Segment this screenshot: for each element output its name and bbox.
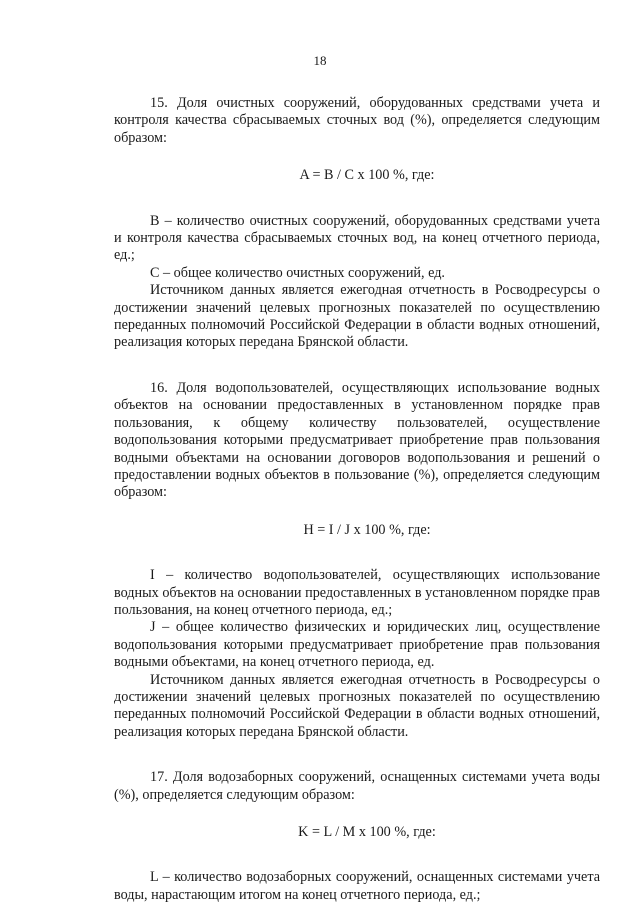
definition-c: C – общее количество очистных сооружений, ед. bbox=[150, 264, 445, 281]
definition-i: I – количество водопользователей, осуществляющих использование водных объектов на основании предоставленных в установленном порядке прав пользования, на конец отчетного периода, ед.; bbox=[114, 567, 600, 618]
definition-b: B – количество очистных сооружений, оборудованных средствами учета и контроля качества сбрасываемых сточных вод, на конец отчетного периода, ед.; bbox=[114, 212, 600, 264]
source-note-15: Источником данных является ежегодная отчетность в Росводресурсы о достижении значений целевых прогнозных показателей по осуществлению переданных полномочий Российской Федерации в области водных отношений, реализация которых передана Брянской области. bbox=[114, 282, 600, 351]
formula-16: H = I / J x 100 %, где: bbox=[303, 521, 431, 538]
section-16-intro: 16. Доля водопользователей, осуществляющих использование водных объектов на основании предоставленных в установленном порядке прав пользования, к общему количеству пользователей, осуществление водопользования которыми предусматривает приобретение прав пользования водными объектами на основании договоров водопользования и решений о предоставлении водных объектов в пользование (%), определяется следующим образом: bbox=[114, 379, 600, 501]
document-body bbox=[114, 95, 600, 904]
definition-j: J – общее количество физических и юридических лиц, осуществление водопользования которыми предусматривает приобретение прав пользования водными объектами, на конец отчетного периода, ед. bbox=[114, 619, 600, 671]
section-17-intro: 17. Доля водозаборных сооружений, оснащенных системами учета воды (%), определяется следующим образом: bbox=[114, 769, 600, 803]
definition-l: L – количество водозаборных сооружений, оснащенных системами учета воды, нарастающим итогом на конец отчетного периода, ед.; bbox=[114, 869, 600, 903]
section-15-intro: 15. Доля очистных сооружений, оборудованных средствами учета и контроля качества сбрасываемых сточных вод (%), определяется следующим образом: bbox=[114, 95, 600, 146]
source-note-16: Источником данных является ежегодная отчетность в Росводресурсы о достижении значений целевых прогнозных показателей по осуществлению переданных полномочий Российской Федерации в области водных отношений, реализация которых передана Брянской области. bbox=[114, 671, 600, 740]
formula-15: A = B / C x 100 %, где: bbox=[299, 167, 435, 184]
formula-17: K = L / M x 100 %, где: bbox=[298, 824, 436, 840]
page-number: 18 bbox=[313, 53, 327, 68]
